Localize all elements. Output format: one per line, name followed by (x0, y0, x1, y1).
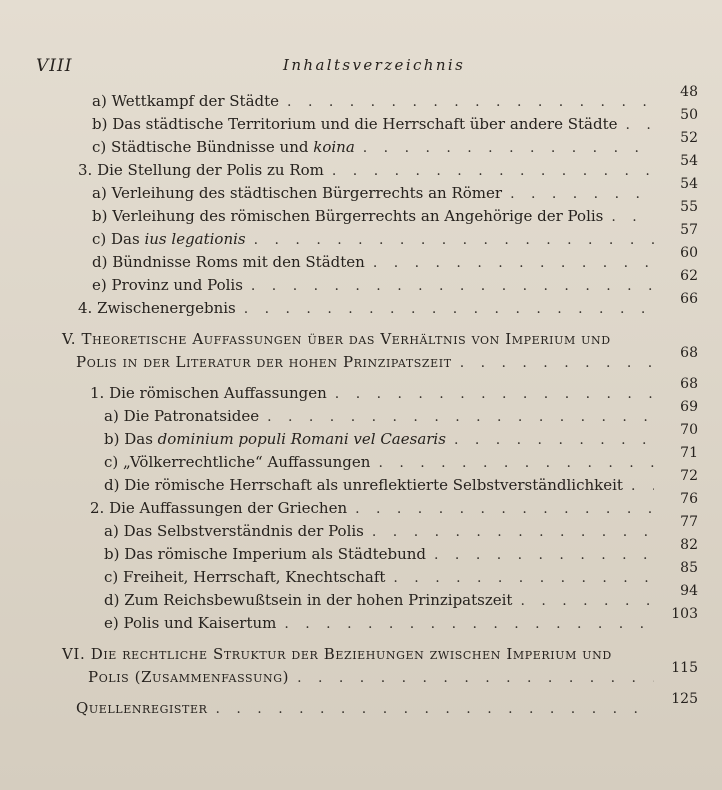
toc-entry (0, 445, 722, 474)
toc-entry-label: c) Freiheit, Herrschaft, Knechtschaft (104, 568, 386, 586)
toc-page-number: 103 (671, 606, 698, 622)
toc-entry (0, 107, 722, 136)
toc-entry-label: d) Die römische Herrschaft als unreflektierte Selbstverständlichkeit (104, 476, 623, 494)
toc-page-number: 52 (680, 130, 698, 146)
toc-chapter-label: V. Theoretische Auffassungen über das Verhältnis von Imperium und (62, 330, 611, 348)
running-head: Inhaltsverzeichnis (283, 56, 466, 74)
dot-leader (267, 406, 654, 429)
toc-entry-label: 3. Die Stellung der Polis zu Rom (78, 161, 324, 179)
dot-leader (373, 252, 654, 275)
dot-leader (434, 544, 654, 567)
dot-leader (611, 206, 654, 229)
toc-entry (0, 643, 722, 666)
toc-page-number: 54 (680, 176, 698, 192)
dot-leader (520, 590, 654, 613)
dot-leader (284, 613, 654, 636)
toc-entry-label: b) Das römische Imperium als Städtebund (104, 545, 427, 563)
toc-entry (0, 245, 722, 274)
toc-page-number: 68 (680, 376, 698, 392)
toc-entry (0, 560, 722, 589)
toc-entry (0, 291, 722, 320)
toc-entry (0, 514, 722, 543)
toc-chapter-label: Polis (Zusammenfassung) (88, 668, 290, 686)
dot-leader (510, 183, 654, 206)
toc-entry-label: a) Das Selbstverständnis der Polis (104, 522, 364, 540)
toc-chapter-label: Polis in der Literatur der hohen Prinzipatszeit (76, 353, 452, 371)
dot-leader (254, 229, 654, 252)
toc-entry (0, 268, 722, 297)
toc-entry-label: c) „Völkerrechtliche“ Auffassungen (104, 453, 371, 471)
toc-chapter-label: Quellenregister (76, 699, 208, 717)
toc-page-number: 85 (680, 560, 698, 576)
dot-leader (332, 160, 654, 183)
toc-page-number: 71 (680, 445, 698, 461)
toc-entry-label: a) Verleihung des städtischen Bürgerrechts an Römer (92, 184, 503, 202)
dot-leader (335, 383, 654, 406)
dot-leader (251, 275, 654, 298)
dot-leader (363, 137, 654, 160)
dot-leader (626, 114, 654, 137)
toc-entry (0, 399, 722, 428)
toc-entry-label: a) Wettkampf der Städte (92, 92, 280, 110)
toc-entry-label: b) Verleihung des römischen Bürgerrechts an Angehörige der Polis (92, 207, 604, 225)
toc-page-number: 48 (680, 84, 698, 100)
toc-entry (0, 491, 722, 520)
dot-leader (454, 429, 654, 452)
dot-leader (393, 567, 654, 590)
dot-leader (355, 498, 654, 521)
page-header (0, 56, 722, 82)
page-folio: VIII (36, 56, 73, 76)
dot-leader (216, 698, 655, 721)
toc-entry (0, 176, 722, 205)
dot-leader (378, 452, 654, 475)
toc-entry-label: e) Provinz und Polis (92, 276, 243, 294)
dot-leader (244, 298, 654, 321)
dot-leader (372, 521, 654, 544)
toc-page-number: 60 (680, 245, 698, 261)
toc-entry (0, 222, 722, 251)
toc-entry (0, 328, 722, 351)
toc-entry (0, 537, 722, 566)
toc-entry (0, 130, 722, 159)
toc-entry (0, 606, 722, 635)
dot-leader (287, 91, 654, 114)
toc-page-number: 94 (680, 583, 698, 599)
toc-page-number: 76 (680, 491, 698, 507)
toc-page-number: 50 (680, 107, 698, 123)
toc-entry-label: a) Die Patronatsidee (104, 407, 260, 425)
toc-entry-label: b) Das dominium populi Romani vel Caesaris (104, 430, 446, 448)
toc-page-number: 82 (680, 537, 698, 553)
toc-entry (0, 691, 722, 720)
toc-entry (0, 583, 722, 612)
toc-entry-label: d) Bündnisse Roms mit den Städten (92, 253, 365, 271)
toc-page-number: 125 (671, 691, 698, 707)
toc-page-number: 72 (680, 468, 698, 484)
toc-page-number: 115 (671, 660, 698, 676)
toc-chapter-label: VI. Die rechtliche Struktur der Beziehungen zwischen Imperium und (62, 645, 612, 663)
toc-entry (0, 422, 722, 451)
toc-page-number: 62 (680, 268, 698, 284)
toc-entry (0, 84, 722, 113)
toc-entry (0, 660, 722, 689)
toc-page-number: 54 (680, 153, 698, 169)
toc-entry-label: e) Polis und Kaisertum (104, 614, 277, 632)
dot-leader (631, 475, 654, 498)
toc-entry (0, 199, 722, 228)
toc-entry-label: 1. Die römischen Auffassungen (90, 384, 327, 402)
dot-leader (297, 667, 654, 690)
toc-page-number: 55 (680, 199, 698, 215)
toc-entry-label: d) Zum Reichsbewußtsein in der hohen Prinzipatszeit (104, 591, 513, 609)
toc-entry-label: c) Das ius legationis (92, 230, 246, 248)
toc-entry (0, 376, 722, 405)
toc-page-number: 77 (680, 514, 698, 530)
toc-page-number: 68 (680, 345, 698, 361)
toc-entry-label: 2. Die Auffassungen der Griechen (90, 499, 348, 517)
dot-leader (460, 352, 654, 375)
toc-page-number: 66 (680, 291, 698, 307)
toc-page-number: 69 (680, 399, 698, 415)
toc-entry-label: b) Das städtische Territorium und die Herrschaft über andere Städte (92, 115, 618, 133)
toc-entry-label: 4. Zwischenergebnis (78, 299, 236, 317)
toc-entry (0, 468, 722, 497)
toc-page-number: 70 (680, 422, 698, 438)
toc-page-number: 57 (680, 222, 698, 238)
toc-entry (0, 153, 722, 182)
toc-entry (0, 345, 722, 374)
table-of-contents (0, 84, 722, 720)
toc-entry-label: c) Städtische Bündnisse und koina (92, 138, 355, 156)
